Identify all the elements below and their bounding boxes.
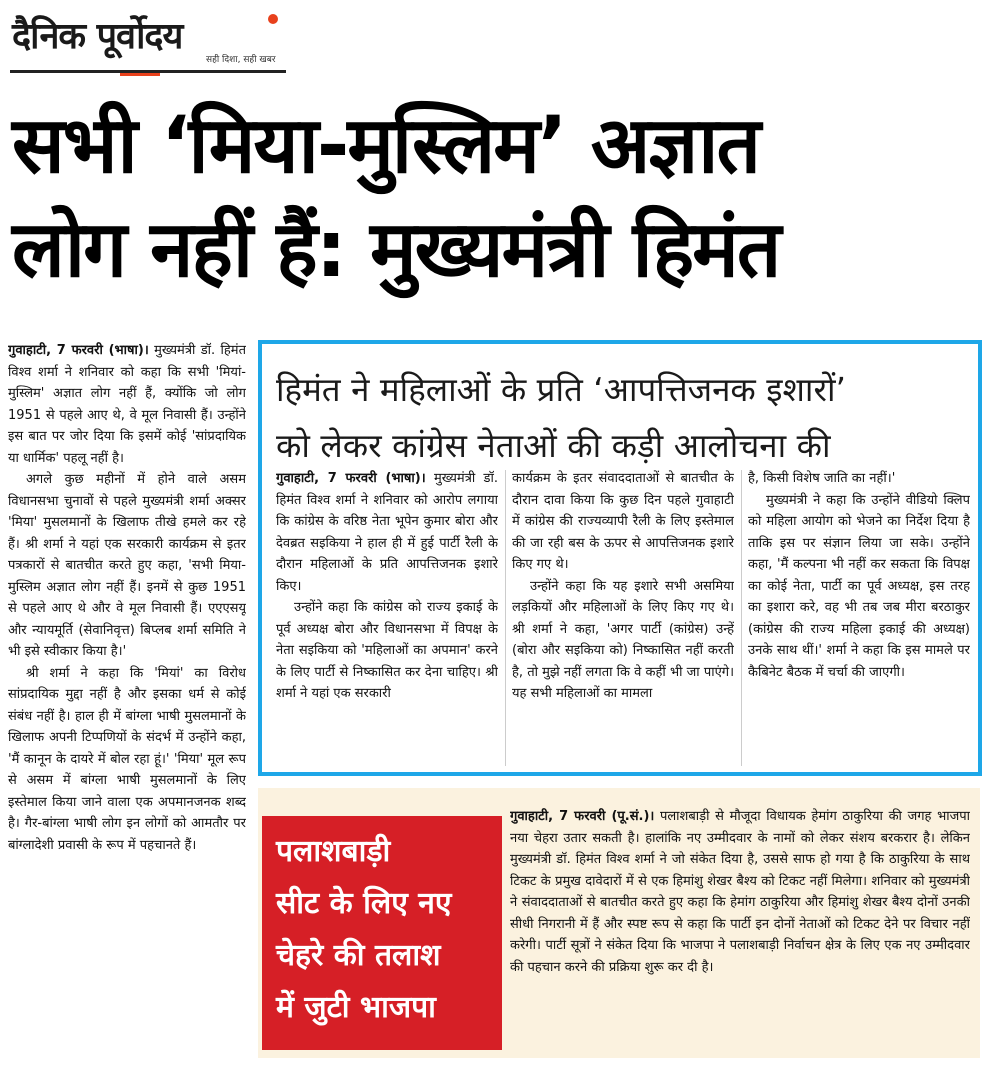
- newspaper-name: दैनिक पूर्वोदय: [12, 16, 183, 57]
- boxed-story-column-3: [748, 468, 970, 768]
- second-headline-line2: सीट के लिए नए: [276, 886, 452, 921]
- lead-story-para-1: [8, 340, 246, 469]
- masthead: [10, 8, 288, 72]
- second-story-body: [510, 806, 970, 1046]
- second-story-headline: [276, 826, 492, 1034]
- second-story-para: [510, 806, 970, 978]
- second-story-text: पलाशबाड़ी से मौजूदा विधायक हेमांग ठाकुरिया की जगह भाजपा नया चेहरा उतार सकती है। हालांकि नए उम्मीदवार के नामों को लेकर संशय बरकरार है। लेकिन मुख्यमंत्री डॉ. हिमंत विश्व शर्मा ने जो संकेत दिया है, उससे साफ हो गया है कि ठाकुरिया के साथ टिकट के प्रमुख दावेदारों में से एक हिमांशु शेखर बैश्य को टिकट नहीं मिलेगा। शनिवार को मुख्यमंत्री ने संवाददाताओं से बातचीत करते हुए कहा कि हेमांग ठाकुरिया और हिमांशु शेखर बैश्य दोनों उनकी सीधी निगरानी में हैं और स्पष्ट रूप से कहा कि पार्टी इन दोनों नेताओं को टिकट देने पर विचार नहीं करेगी। पार्टी सूत्रों ने संकेत दिया कि भाजपा ने पलाशबाड़ी निर्वाचन क्षेत्र के लिए एक नए उम्मीदवार की पहचान करने की प्रक्रिया शुरू कर दी है।: [510, 809, 970, 975]
- newspaper-tagline: सही दिशा, सही खबर: [206, 55, 276, 65]
- column-divider: [505, 470, 506, 766]
- lead-story-para-2: अगले कुछ महीनों में होने वाले असम विधानसभा चुनावों से पहले मुख्यमंत्री शर्मा अक्सर 'मिया' मुसलमानों के खिलाफ तीखे हमले कर रहे हैं। श्री शर्मा ने यहां एक सरकारी कार्यक्रम से इतर पत्रकारों से बातचीत करते हुए कहा, 'सभी मिया-मुस्लिम अज्ञात लोग नहीं हैं। इनमें से कुछ 1951 से पहले आए थे और वे मूल निवासी हैं। एएएसयू और न्यायमूर्ति (सेवानिवृत्त) बिप्लब शर्मा समिति ने भी इसे स्वीकार किया है।': [8, 472, 246, 659]
- boxed-col3-para-1: है, किसी विशेष जाति का नहीं।': [748, 471, 896, 486]
- lead-story-dateline: गुवाहाटी, 7 फरवरी (भाषा)।: [8, 343, 149, 358]
- boxed-col2-para-1: कार्यक्रम के इतर संवाददाताओं से बातचीत के दौरान दावा किया कि कुछ दिन पहले गुवाहाटी में कांग्रेस की राज्यव्यापी रैली के लिए इस्तेमाल की जा रही बस के ऊपर से आपत्तिजनक इशारे किए गए थे।: [512, 471, 734, 572]
- main-headline: [12, 96, 978, 304]
- main-headline-line1: सभी ‘मिया-मुस्लिम’ अज्ञात: [12, 101, 759, 191]
- lead-story-column: [8, 340, 246, 1060]
- second-headline-line1: पलाशबाड़ी: [276, 834, 391, 869]
- boxed-story-column-1: [276, 468, 498, 768]
- second-story: [258, 788, 980, 1058]
- main-headline-line2: लोग नहीं हैं: मुख्यमंत्री हिमंत: [12, 205, 780, 295]
- second-story-headline-box: [262, 816, 502, 1050]
- logo-dot-icon: [268, 14, 278, 24]
- boxed-col1-para-2: उन्होंने कहा कि कांग्रेस को राज्य इकाई के पूर्व अध्यक्ष बोरा और विधानसभा में विपक्ष के नेता सइकिया को 'महिलाओं का अपमान' करने के लिए पार्टी से निष्कासित कर देना चाहिए। श्री शर्मा ने यहां एक सरकारी: [276, 600, 498, 701]
- lead-story-para-3: श्री शर्मा ने कहा कि 'मियां' का विरोध सांप्रदायिक मुद्दा नहीं है और इसका धर्म से कोई संबंध नहीं है। हाल ही में बांग्ला भाषी मुसलमानों के खिलाफ अपनी टिप्पणियों के संदर्भ में उन्होंने कहा, 'मैं कानून के दायरे में बोल रहा हूं।' 'मिया' मूल रूप से असम में बांग्ला भाषी मुसलमानों के लिए इस्तेमाल किया जाने वाला एक अपमानजनक शब्द है। गैर-बांग्ला भाषी लोग इन लोगों को आमतौर पर बांग्लादेशी प्रवासी के रूप में पहचानते हैं।: [8, 665, 246, 853]
- boxed-col1-text-1: मुख्यमंत्री डॉ. हिमंत विश्व शर्मा ने शनिवार को आरोप लगाया कि कांग्रेस के वरिष्ठ नेता भूपेन कुमार बोरा और देवब्रत सइकिया ने हाल ही में हुई पार्टी रैली के दौरान महिलाओं के प्रति आपत्तिजनक इशारे किए।: [276, 471, 498, 594]
- boxed-headline-line2: को लेकर कांग्रेस नेताओं की कड़ी आलोचना की: [276, 426, 831, 465]
- boxed-story-column-2: [512, 468, 734, 768]
- lead-story-text-1: मुख्यमंत्री डॉ. हिमंत विश्व शर्मा ने शनिवार को कहा कि सभी 'मियां-मुस्लिम' अज्ञात लोग नहीं हैं, क्योंकि जो लोग 1951 से पहले आए थे, वे मूल निवासी हैं। उन्होंने इस बात पर जोर दिया कि इसमें कोई 'सांप्रदायिक या धार्मिक' पहलू नहीं है।: [8, 343, 246, 466]
- second-headline-line4: में जुटी भाजपा: [276, 990, 436, 1025]
- column-divider: [741, 470, 742, 766]
- boxed-story: [258, 340, 982, 776]
- second-headline-line3: चेहरे की तलाश: [276, 938, 441, 973]
- second-story-dateline: गुवाहाटी, 7 फरवरी (पू.सं.)।: [510, 809, 655, 824]
- boxed-col1-para-1: [276, 468, 498, 597]
- boxed-headline-line1: हिमंत ने महिलाओं के प्रति ‘आपत्तिजनक इशारों’: [276, 370, 846, 409]
- masthead-accent-rule: [120, 73, 160, 76]
- boxed-col3-para-2: मुख्यमंत्री ने कहा कि उन्होंने वीडियो क्लिप को महिला आयोग को भेजने का निर्देश दिया है ताकि इस पर संज्ञान लिया जा सके। उन्होंने कहा, 'मैं कल्पना भी नहीं कर सकता कि विपक्ष का कोई नेता, पार्टी का पूर्व अध्यक्ष, इस तरह का इशारा करे, वह भी तब जब मीरा बरठाकुर (कांग्रेस की राज्य महिला इकाई की अध्यक्ष) उनके साथ थीं।' शर्मा ने कहा कि इस मामले पर कैबिनेट बैठक में चर्चा की जाएगी।: [748, 492, 970, 680]
- boxed-story-dateline: गुवाहाटी, 7 फरवरी (भाषा)।: [276, 471, 426, 486]
- boxed-story-headline: [276, 362, 972, 474]
- boxed-col2-para-2: उन्होंने कहा कि यह इशारे सभी असमिया लड़कियों और महिलाओं के लिए किए गए थे। श्री शर्मा ने कहा, 'अगर पार्टी (कांग्रेस) उन्हें (बोरा और सइकिया को) निष्कासित नहीं करती है, तो मुझे नहीं लगता कि वे कहीं भी जा पाएंगे। यह सभी महिलाओं का मामला: [512, 578, 734, 701]
